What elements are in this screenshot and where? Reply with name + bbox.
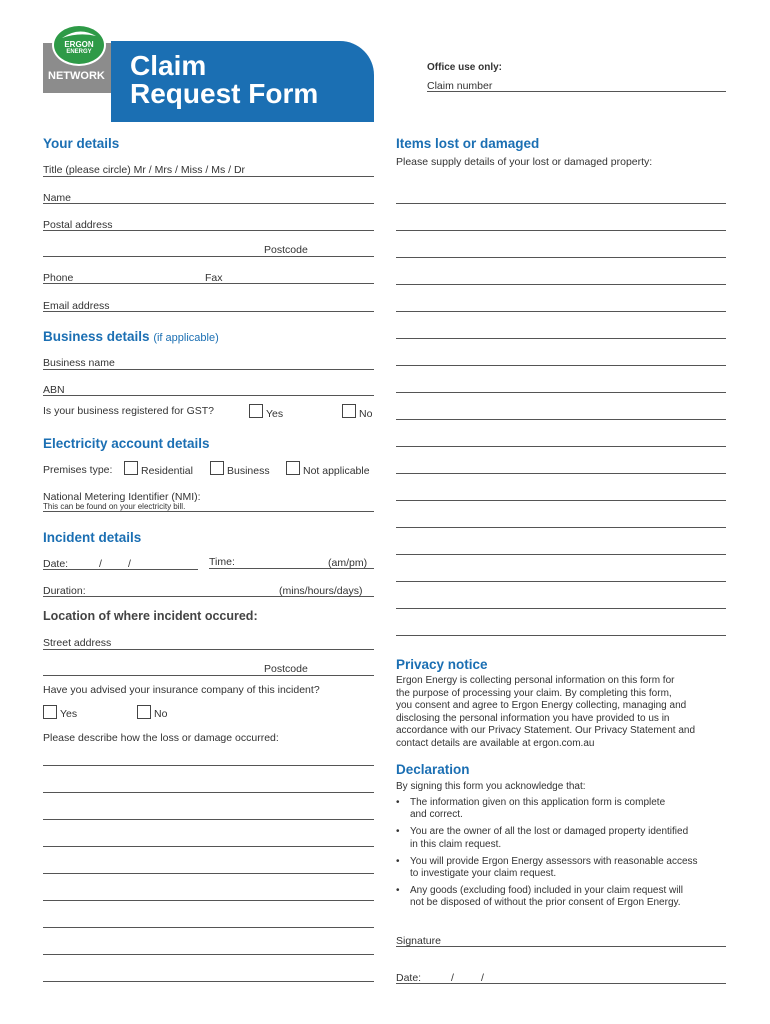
- declaration-item: [396, 826, 736, 851]
- nmi-label: National Metering Identifier (NMI):: [43, 491, 201, 503]
- declaration-item-line: not be disposed of without the prior consent of Ergon Energy.: [410, 897, 681, 909]
- declaration-date-field[interactable]: [396, 983, 726, 984]
- location-heading: Location of where incident occured:: [43, 609, 258, 623]
- postal-address-label: Postal address: [43, 219, 113, 231]
- premises-not-applicable-checkbox[interactable]: [286, 461, 300, 475]
- describe-label: Please describe how the loss or damage occurred:: [43, 732, 279, 744]
- premises-type-label: Premises type:: [43, 464, 113, 476]
- incident-time-label: Time:: [209, 556, 235, 568]
- privacy-line: accordance with our Privacy Statement. Our Privacy Statement and: [396, 725, 696, 737]
- duration-units-label: (mins/hours/days): [279, 585, 363, 597]
- describe-line[interactable]: [43, 846, 374, 847]
- name-label: Name: [43, 192, 72, 204]
- premises-not-applicable-label: Not applicable: [303, 465, 370, 477]
- privacy-text: [396, 675, 736, 751]
- declaration-list: [396, 797, 736, 914]
- phone-fax-field[interactable]: [43, 283, 374, 284]
- describe-line[interactable]: [43, 819, 374, 820]
- declaration-item: [396, 885, 736, 910]
- email-field[interactable]: [43, 311, 374, 312]
- phone-label: Phone: [43, 272, 74, 284]
- abn-label: ABN: [43, 384, 65, 396]
- duration-field[interactable]: [43, 596, 374, 597]
- gst-yes-checkbox[interactable]: [249, 404, 263, 418]
- declaration-item-line: in this claim request.: [410, 838, 502, 850]
- title-line-2: Request Form: [130, 78, 319, 109]
- business-heading-text: Business details: [43, 329, 150, 344]
- fax-label: Fax: [205, 272, 223, 284]
- items-line[interactable]: [396, 500, 726, 501]
- location-postcode-label: Postcode: [264, 663, 308, 675]
- postal-address-field[interactable]: [43, 230, 374, 231]
- describe-line[interactable]: [43, 981, 374, 982]
- privacy-line: contact details are available at ergon.com.au: [396, 737, 595, 749]
- privacy-heading: Privacy notice: [396, 657, 488, 672]
- gst-no-checkbox[interactable]: [342, 404, 356, 418]
- items-heading: Items lost or damaged: [396, 136, 540, 151]
- your-details-heading: Your details: [43, 136, 120, 151]
- duration-label: Duration:: [43, 585, 86, 597]
- postcode-label: Postcode: [264, 244, 308, 256]
- title-label: Title (please circle) Mr / Mrs / Miss / Ms / Dr: [43, 164, 246, 176]
- abn-field[interactable]: [43, 395, 374, 396]
- location-postcode-field[interactable]: [43, 675, 374, 676]
- premises-business-checkbox[interactable]: [210, 461, 224, 475]
- business-name-label: Business name: [43, 357, 115, 369]
- street-address-label: Street address: [43, 637, 112, 649]
- items-line[interactable]: [396, 284, 726, 285]
- incident-ampm-label: (am/pm): [328, 557, 368, 569]
- gst-question: Is your business registered for GST?: [43, 405, 214, 417]
- claim-number-label: Claim number: [427, 80, 493, 92]
- postcode-field[interactable]: [43, 256, 374, 257]
- describe-line[interactable]: [43, 927, 374, 928]
- ergon-logo: [52, 24, 106, 66]
- declaration-item: [396, 797, 736, 822]
- business-name-field[interactable]: [43, 369, 374, 370]
- declaration-date-slash-1: /: [451, 972, 454, 984]
- electricity-heading: Electricity account details: [43, 436, 210, 451]
- describe-line[interactable]: [43, 900, 374, 901]
- insurance-no-checkbox[interactable]: [137, 705, 151, 719]
- incident-heading: Incident details: [43, 530, 142, 545]
- office-use-label: Office use only:: [427, 62, 503, 73]
- insurance-question: Have you advised your insurance company of this incident?: [43, 684, 320, 696]
- declaration-intro: By signing this form you acknowledge that:: [396, 781, 586, 792]
- items-line[interactable]: [396, 608, 726, 609]
- nmi-note: This can be found on your electricity bill.: [43, 502, 186, 511]
- describe-line[interactable]: [43, 765, 374, 766]
- incident-date-label: Date:: [43, 558, 69, 570]
- title-field[interactable]: [43, 176, 374, 177]
- gst-yes-label: Yes: [266, 408, 284, 420]
- describe-line[interactable]: [43, 954, 374, 955]
- privacy-line: disclosing the personal information you have provided to us in: [396, 712, 670, 724]
- items-line[interactable]: [396, 419, 726, 420]
- items-instructions: Please supply details of your lost or damaged property:: [396, 156, 653, 168]
- insurance-no-label: No: [154, 708, 168, 720]
- declaration-item-line: to investigate your claim request.: [410, 868, 557, 880]
- incident-date-slash-2: /: [128, 558, 131, 570]
- gst-no-label: No: [359, 408, 373, 420]
- name-field[interactable]: [43, 203, 374, 204]
- logo-text-ergon: ERGON: [64, 40, 94, 49]
- items-line[interactable]: [396, 311, 726, 312]
- items-line[interactable]: [396, 554, 726, 555]
- email-label: Email address: [43, 300, 110, 312]
- items-line[interactable]: [396, 392, 726, 393]
- declaration-item: [396, 856, 736, 881]
- claim-number-field[interactable]: [427, 91, 726, 92]
- describe-line[interactable]: [43, 792, 374, 793]
- items-line[interactable]: [396, 338, 726, 339]
- signature-label: Signature: [396, 935, 441, 947]
- declaration-date-label: Date:: [396, 972, 422, 984]
- nmi-field[interactable]: [43, 511, 374, 512]
- declaration-date-slash-2: /: [481, 972, 484, 984]
- items-line[interactable]: [396, 581, 726, 582]
- declaration-item-line: • Any goods (excluding food) included in your claim request will: [410, 884, 683, 896]
- declaration-item-line: • You will provide Ergon Energy assessors with reasonable access: [410, 855, 698, 867]
- business-details-heading: [43, 329, 219, 344]
- business-heading-sub: (if applicable): [153, 332, 219, 344]
- insurance-yes-checkbox[interactable]: [43, 705, 57, 719]
- insurance-yes-label: Yes: [60, 708, 78, 720]
- privacy-line: the purpose of processing your claim. By completing this form,: [396, 687, 672, 699]
- items-line[interactable]: [396, 203, 726, 204]
- incident-date-field[interactable]: [43, 569, 198, 570]
- street-address-field[interactable]: [43, 649, 374, 650]
- incident-date-slash-1: /: [99, 558, 102, 570]
- title-line-1: Claim: [130, 50, 207, 81]
- items-line[interactable]: [396, 230, 726, 231]
- declaration-item-line: • You are the owner of all the lost or damaged property identified: [410, 826, 689, 838]
- items-line[interactable]: [396, 257, 726, 258]
- declaration-item-line: and correct.: [410, 809, 463, 821]
- logo-text-energy: ENERGY: [66, 49, 92, 55]
- declaration-item-line: • The information given on this application form is complete: [410, 797, 666, 808]
- items-line[interactable]: [396, 473, 726, 474]
- signature-field[interactable]: [396, 946, 726, 947]
- describe-line[interactable]: [43, 873, 374, 874]
- premises-business-label: Business: [227, 465, 270, 477]
- items-line[interactable]: [396, 446, 726, 447]
- privacy-line: you consent and agree to Ergon Energy collecting, managing and: [396, 700, 687, 712]
- declaration-heading: Declaration: [396, 762, 470, 777]
- items-line[interactable]: [396, 527, 726, 528]
- incident-time-field[interactable]: [209, 568, 374, 569]
- premises-residential-label: Residential: [141, 465, 193, 477]
- items-line[interactable]: [396, 365, 726, 366]
- privacy-line: Ergon Energy is collecting personal information on this form for: [396, 675, 675, 686]
- premises-residential-checkbox[interactable]: [124, 461, 138, 475]
- network-label: NETWORK: [48, 70, 105, 82]
- items-line[interactable]: [396, 635, 726, 636]
